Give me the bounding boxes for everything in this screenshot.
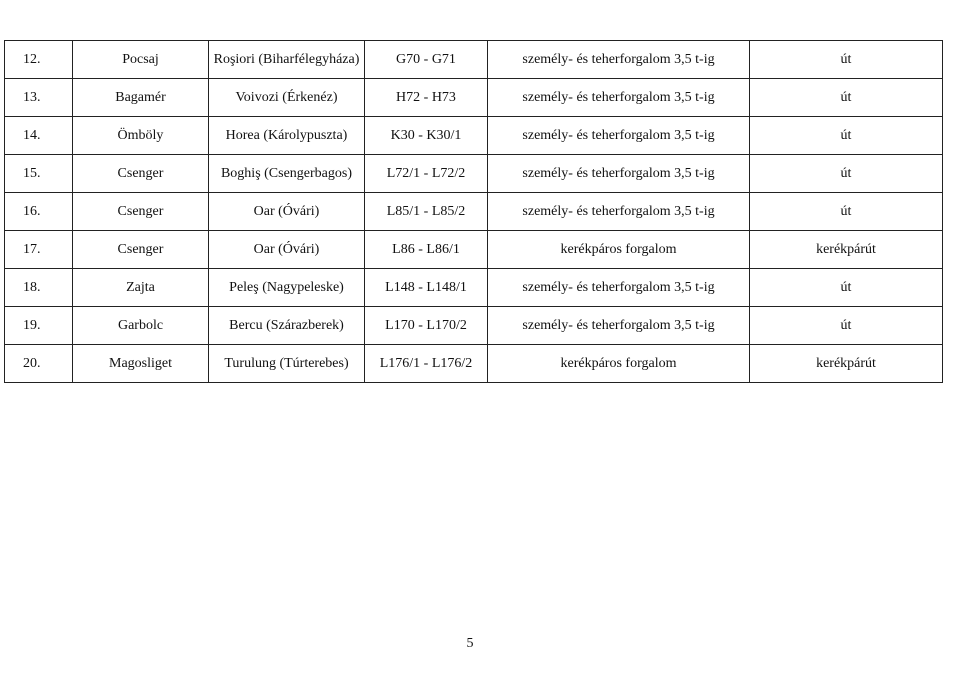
boundary-marker-cell: G70 - G71 [365, 41, 488, 79]
traffic-type-cell: személy- és teherforgalom 3,5 t-ig [488, 41, 750, 79]
row-number-cell: 18. [5, 269, 73, 307]
hungarian-settlement-cell: Ömböly [73, 117, 209, 155]
romanian-settlement-cell: Bercu (Szárazberek) [209, 307, 365, 345]
table-row [5, 155, 943, 193]
row-number-cell: 14. [5, 117, 73, 155]
table-body [5, 41, 943, 383]
crossing-type-cell: kerékpárút [750, 231, 943, 269]
hungarian-settlement-cell: Bagamér [73, 79, 209, 117]
row-number-cell: 15. [5, 155, 73, 193]
table-row [5, 269, 943, 307]
row-number-cell: 19. [5, 307, 73, 345]
table-row [5, 41, 943, 79]
row-number-cell: 17. [5, 231, 73, 269]
crossing-type-cell: út [750, 307, 943, 345]
table-row [5, 307, 943, 345]
crossing-type-cell: út [750, 269, 943, 307]
row-number-cell: 16. [5, 193, 73, 231]
romanian-settlement-cell: Peleş (Nagypeleske) [209, 269, 365, 307]
traffic-type-cell: személy- és teherforgalom 3,5 t-ig [488, 155, 750, 193]
romanian-settlement-cell: Horea (Károlypuszta) [209, 117, 365, 155]
table-row [5, 193, 943, 231]
boundary-marker-cell: L86 - L86/1 [365, 231, 488, 269]
boundary-marker-cell: H72 - H73 [365, 79, 488, 117]
boundary-marker-cell: L72/1 - L72/2 [365, 155, 488, 193]
romanian-settlement-cell: Oar (Óvári) [209, 193, 365, 231]
hungarian-settlement-cell: Csenger [73, 155, 209, 193]
traffic-type-cell: személy- és teherforgalom 3,5 t-ig [488, 307, 750, 345]
hungarian-settlement-cell: Pocsaj [73, 41, 209, 79]
table-row [5, 79, 943, 117]
romanian-settlement-cell: Oar (Óvári) [209, 231, 365, 269]
row-number-cell: 13. [5, 79, 73, 117]
crossing-type-cell: út [750, 193, 943, 231]
row-number-cell: 20. [5, 345, 73, 383]
hungarian-settlement-cell: Zajta [73, 269, 209, 307]
table-row [5, 117, 943, 155]
traffic-type-cell: személy- és teherforgalom 3,5 t-ig [488, 269, 750, 307]
boundary-marker-cell: L85/1 - L85/2 [365, 193, 488, 231]
boundary-marker-cell: L148 - L148/1 [365, 269, 488, 307]
hungarian-settlement-cell: Magosliget [73, 345, 209, 383]
traffic-type-cell: személy- és teherforgalom 3,5 t-ig [488, 193, 750, 231]
page-number: 5 [466, 636, 474, 651]
traffic-type-cell: személy- és teherforgalom 3,5 t-ig [488, 79, 750, 117]
traffic-type-cell: kerékpáros forgalom [488, 345, 750, 383]
crossing-type-cell: kerékpárút [750, 345, 943, 383]
crossing-type-cell: út [750, 79, 943, 117]
crossing-type-cell: út [750, 41, 943, 79]
hungarian-settlement-cell: Csenger [73, 231, 209, 269]
romanian-settlement-cell: Roşiori (Biharfélegyháza) [209, 41, 365, 79]
table-row [5, 231, 943, 269]
boundary-marker-cell: K30 - K30/1 [365, 117, 488, 155]
table-row [5, 345, 943, 383]
boundary-marker-cell: L170 - L170/2 [365, 307, 488, 345]
row-number-cell: 12. [5, 41, 73, 79]
crossing-type-cell: út [750, 155, 943, 193]
romanian-settlement-cell: Voivozi (Érkenéz) [209, 79, 365, 117]
border-crossing-table [4, 40, 943, 383]
hungarian-settlement-cell: Garbolc [73, 307, 209, 345]
hungarian-settlement-cell: Csenger [73, 193, 209, 231]
traffic-type-cell: személy- és teherforgalom 3,5 t-ig [488, 117, 750, 155]
crossing-type-cell: út [750, 117, 943, 155]
romanian-settlement-cell: Turulung (Túrterebes) [209, 345, 365, 383]
boundary-marker-cell: L176/1 - L176/2 [365, 345, 488, 383]
traffic-type-cell: kerékpáros forgalom [488, 231, 750, 269]
romanian-settlement-cell: Boghiş (Csengerbagos) [209, 155, 365, 193]
